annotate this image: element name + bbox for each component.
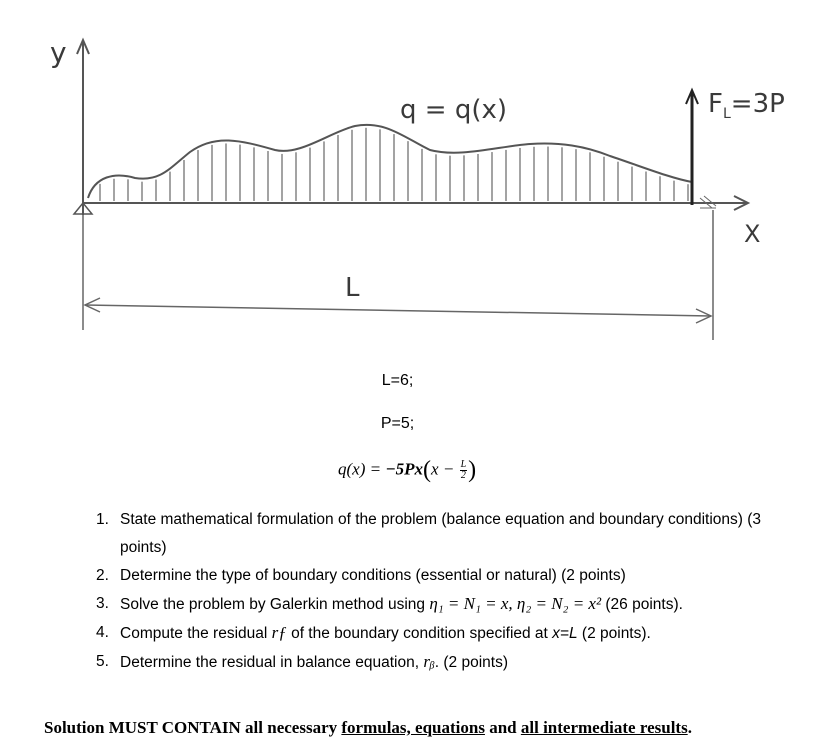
dimension-line [85, 305, 711, 316]
equation-rhs-prefix: −5Px [385, 459, 424, 479]
load-hatching [100, 128, 688, 201]
task-item-3: 3. Solve the problem by Galerkin method using η₁ = N₁ = x, η₂ = N₂ = x² (26 points). [96, 594, 683, 613]
beam-sketch [0, 0, 819, 345]
equation-fraction: $\frac{L}{2}$ [460, 459, 467, 481]
x-axis-label: X [744, 220, 761, 248]
load-envelope [88, 125, 692, 200]
force-label: $F_L=3P$ [708, 89, 785, 122]
param-length: L=6; [381, 372, 414, 389]
param-force: P=5; [380, 415, 415, 432]
length-label: L [345, 273, 360, 303]
load-equation: q(x) = −5Px(x − $\frac{L}{2}$ ) [338, 457, 477, 483]
equation-lhs: q(x) = [338, 459, 386, 479]
task-item-1: 1. State mathematical formulation of the problem (balance equation and boundary conditions) (3 points) [96, 511, 762, 556]
task-list [96, 506, 786, 677]
equation-inner: x − [431, 459, 459, 479]
load-label: q = q(x) [400, 95, 507, 125]
solution-requirement: Solution MUST CONTAIN all necessary formulas, equations and all intermediate results. [44, 718, 692, 737]
y-axis-label: y [50, 36, 67, 69]
task-item-4: 4. Compute the residual rƒ of the boundary condition specified at x=L (2 points). [96, 623, 651, 642]
task-item-2: 2. Determine the type of boundary conditions (essential or natural) (2 points) [96, 567, 626, 584]
galerkin-functions: η₁ = N₁ = x, η₂ = N₂ = x² [429, 594, 602, 613]
task-item-5: 5. Determine the residual in balance equation, rᵦ. (2 points) [96, 652, 508, 671]
